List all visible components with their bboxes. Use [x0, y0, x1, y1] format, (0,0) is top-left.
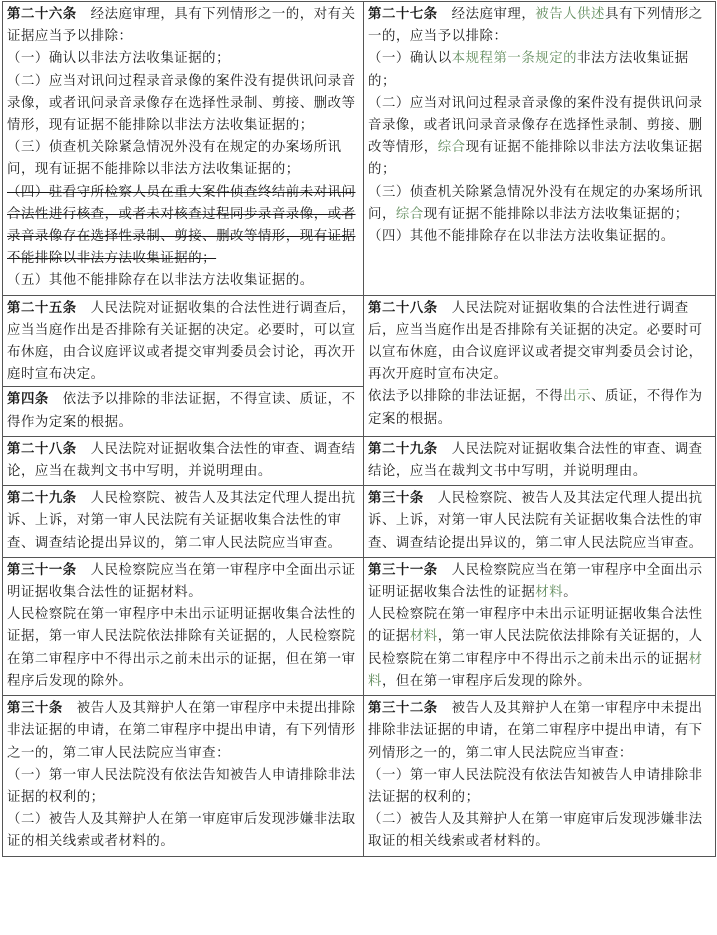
- provision-text: （二）被告人及其辩护人在第一审庭审后发现涉嫌非法取证的相关线索或者材料的。: [368, 812, 703, 850]
- provision-paragraph: [7, 4, 358, 48]
- article-number: 第二十八条: [368, 300, 438, 316]
- table-row: [3, 557, 716, 695]
- provision-text: （一）第一审人民法院没有依法告知被告人申请排除非法证据的权利的；: [7, 767, 356, 805]
- provision-text: （四）其他不能排除存在以非法方法收集证据的。: [368, 229, 675, 245]
- provision-text: （一）确认以非法方法收集证据的；: [7, 51, 231, 67]
- provision-text: 具有下列情形之一的，应当予以排除：: [368, 7, 703, 45]
- article-number: 第三十条: [7, 701, 63, 717]
- provision-text: 现有证据不能排除以非法方法收集证据的；: [368, 140, 703, 178]
- article-number: 第二十五条: [7, 300, 77, 316]
- article-number: 第二十六条: [7, 7, 77, 22]
- new-provision-cell: [364, 295, 716, 436]
- provision-text: （一）确认以: [368, 51, 452, 67]
- comparison-table: [2, 1, 716, 857]
- provision-paragraph: [368, 439, 710, 483]
- provision-paragraph: [7, 488, 358, 555]
- provision-paragraph: [7, 560, 358, 604]
- provision-paragraph: [368, 698, 710, 765]
- new-provision-cell: [364, 696, 716, 856]
- provision-text: （二）被告人及其辩护人在第一审庭审后发现涉嫌非法取证的相关线索或者材料的。: [7, 812, 356, 850]
- provision-paragraph: [368, 93, 710, 182]
- revised-text: 材料: [409, 629, 438, 645]
- provision-paragraph: [7, 765, 358, 809]
- provision-paragraph: [368, 488, 710, 555]
- table-row: [3, 696, 716, 856]
- provision-text: 被告人及其辩护人在第一审程序中未提出排除非法证据的申请，在第二审程序中提出申请，有下列情形之一的，第二审人民法院应当审查：: [368, 701, 703, 761]
- provision-paragraph: [368, 809, 710, 853]
- article-number: 第二十八条: [7, 441, 77, 457]
- provision-text: ，但在第一审程序后发现的除外。: [381, 673, 592, 689]
- provision-text: 人民法院对证据收集合法性的审查、调查结论，应当在裁判文书中写明，并说明理由。: [7, 441, 356, 480]
- new-provision-cell: [364, 436, 716, 485]
- provision-paragraph: [368, 4, 710, 48]
- provision-text: （一）第一审人民法院没有依法告知被告人申请排除非法证据的权利的；: [368, 767, 703, 805]
- provision-text: 被告人及其辩护人在第一审程序中未提出排除非法证据的申请，在第二审程序中提出申请，有下列情形之一的，第二审人民法院应当审查：: [7, 701, 356, 761]
- revised-text: 被告人供述: [535, 7, 605, 22]
- provision-paragraph: [368, 765, 710, 809]
- provision-paragraph: [7, 270, 358, 292]
- revised-text: 综合: [437, 140, 466, 156]
- provision-text: 人民检察院应当在第一审程序中全面出示证明证据收集合法性的证据材料。: [7, 562, 356, 601]
- provision-text: 人民法院对证据收集的合法性进行调查后，应当当庭作出是否排除有关证据的决定。必要时，可以宣布休庭，由合议庭评议或者提交审判委员会讨论，再次开庭时宣布决定。: [7, 300, 356, 383]
- provision-paragraph: [368, 604, 710, 693]
- provision-text: （二）应当对讯问过程录音录像的案件没有提供讯问录音录像，或者讯问录音录像存在选择性录制、剪接、删改等情形，: [368, 95, 703, 156]
- provision-text: 、质证，不得作为定案的根据。: [368, 389, 703, 427]
- provision-text: （三）侦查机关除紧急情况外没有在规定的办案场所讯问，现有证据不能排除以非法方法收集证据的；: [7, 140, 342, 178]
- old-provision-cell: [3, 295, 364, 436]
- provision-paragraph: [7, 809, 358, 853]
- provision-text: 人民法院对证据收集的合法性进行调查后，应当当庭作出是否排除有关证据的决定。必要时可以宣布休庭，由合议庭评议或者提交审判委员会讨论，再次开庭时宣布决定。: [368, 300, 703, 383]
- provision-paragraph: [7, 698, 358, 765]
- provision-text: （三）侦查机关除紧急情况外没有在规定的办案场所讯问，: [368, 184, 703, 222]
- table-row: [3, 2, 716, 296]
- article-number: 第三十一条: [368, 562, 438, 578]
- table-row: [3, 486, 716, 558]
- old-provision-cell: [3, 436, 364, 485]
- article-number: 第二十九条: [7, 491, 77, 507]
- provision-text: 经法庭审理，: [437, 7, 536, 22]
- provision-paragraph: [3, 386, 363, 433]
- article-number: 第三十二条: [368, 701, 438, 717]
- article-number: 第二十九条: [368, 441, 438, 457]
- provision-text: 人民检察院在第一审程序中未出示证明证据收集合法性的证据，第一审人民法院依法排除有关证据的，人民检察院在第二审程序中不得出示之前未出示的证据，但在第一审程序后发现的除外。: [7, 607, 356, 689]
- provision-text: 非法方法收集证据的；: [368, 51, 689, 89]
- provision-text: （五）其他不能排除存在以非法方法收集证据的。: [7, 273, 314, 289]
- revised-text: 材料: [368, 651, 703, 689]
- provision-text: 人民法院对证据收集合法性的审查、调查结论，应当在裁判文书中写明，并说明理由。: [368, 441, 703, 480]
- comparison-table-body: [3, 2, 716, 857]
- provision-text: 。: [563, 585, 578, 601]
- provision-text: （四）驻看守所检察人员在重大案件侦查终结前未对讯问合法性进行核查，或者未对核查过程同步录音录像，或者录音录像存在选择性录制、剪接、删改等情形，现有证据不能排除以非法方法收集证据的；: [7, 184, 356, 267]
- provision-text: 人民检察院、被告人及其法定代理人提出抗诉、上诉，对第一审人民法院有关证据收集合法性的审查、调查结论提出异议的，第二审人民法院应当审查。: [7, 491, 356, 551]
- provision-text: 人民检察院应当在第一审程序中全面出示证明证据收集合法性的证据: [368, 562, 703, 601]
- revised-text: 出示: [563, 389, 592, 405]
- table-row: [3, 436, 716, 485]
- provision-paragraph: [7, 137, 358, 181]
- provision-paragraph: [7, 71, 358, 138]
- article-number: 第三十一条: [7, 562, 77, 578]
- provision-text: （二）应当对讯问过程录音录像的案件没有提供讯问录音录像，或者讯问录音录像存在选择性录制、剪接、删改等情形，现有证据不能排除以非法方法收集证据的；: [7, 73, 356, 134]
- new-provision-cell: [364, 557, 716, 695]
- provision-paragraph: [7, 298, 358, 387]
- provision-paragraph: [7, 604, 358, 693]
- provision-paragraph: [7, 439, 358, 483]
- provision-text: 人民检察院在第一审程序中未出示证明证据收集合法性的证据: [368, 607, 703, 645]
- revised-text: 综合: [395, 206, 424, 222]
- provision-paragraph: [368, 560, 710, 604]
- revised-text: 本规程第一条规定的: [451, 51, 578, 67]
- provision-paragraph: [368, 298, 710, 387]
- revised-text: 材料: [535, 585, 564, 601]
- provision-paragraph: [7, 182, 358, 271]
- new-provision-cell: [364, 486, 716, 558]
- provision-paragraph: [368, 48, 710, 92]
- old-provision-cell: [3, 2, 364, 296]
- provision-text: 现有证据不能排除以非法方法收集证据的；: [423, 206, 689, 222]
- provision-text: 人民检察院、被告人及其法定代理人提出抗诉、上诉，对第一审人民法院有关证据收集合法性的审查、调查结论提出异议的，第二审人民法院应当审查。: [368, 491, 703, 551]
- provision-paragraph: [368, 182, 710, 226]
- provision-paragraph: [7, 48, 358, 70]
- old-provision-cell: [3, 486, 364, 558]
- provision-text: 经法庭审理，具有下列情形之一的，对有关证据应当予以排除：: [7, 7, 356, 45]
- provision-text: ，第一审人民法院依法排除有关证据的，人民检察院在第二审程序中不得出示之前未出示的证据: [368, 629, 703, 667]
- article-number: 第四条: [7, 392, 49, 408]
- provision-paragraph: [368, 226, 710, 248]
- article-number: 第二十七条: [368, 7, 438, 22]
- provision-text: 依法予以排除的非法证据，不得: [368, 389, 564, 405]
- provision-paragraph: [368, 386, 710, 430]
- article-number: 第三十条: [368, 491, 424, 507]
- old-provision-cell: [3, 557, 364, 695]
- old-provision-cell: [3, 696, 364, 856]
- table-row: [3, 295, 716, 436]
- new-provision-cell: [364, 2, 716, 296]
- provision-text: 依法予以排除的非法证据，不得宣读、质证，不得作为定案的根据。: [7, 392, 356, 430]
